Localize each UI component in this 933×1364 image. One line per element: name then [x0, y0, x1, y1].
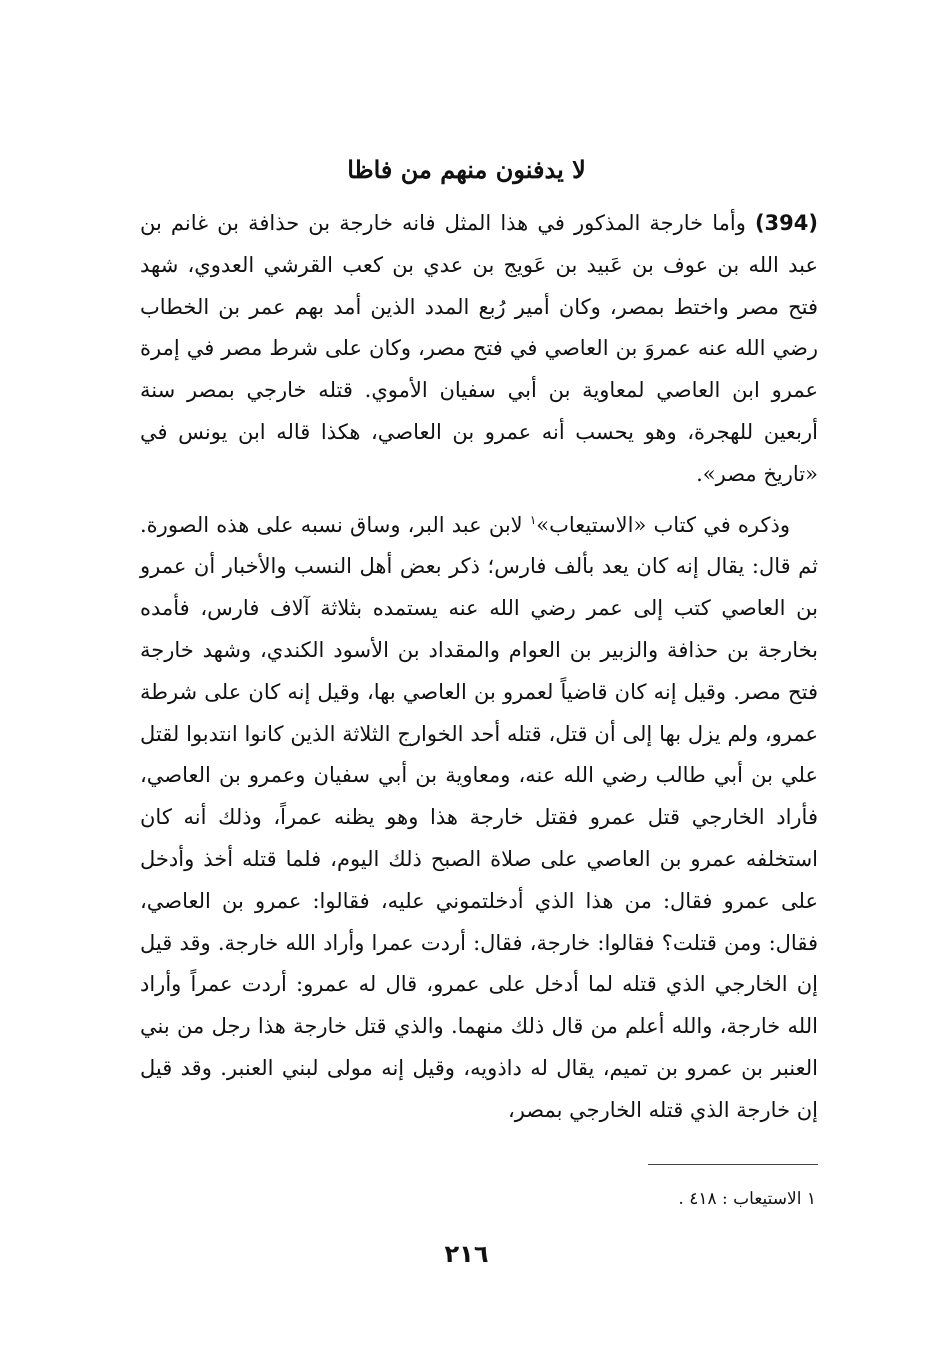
footnote: ١ الاستيعاب : ٤١٨ .: [678, 1189, 816, 1209]
paragraph-entry-394: [140, 203, 818, 496]
paragraph-2: [140, 505, 818, 1132]
paragraph-2b-text: لابن عبد البر، وساق نسبه على هذه الصورة. ثم قال: يقال إنه كان يعد بألف فارس؛ ذكر بعض أهل النسب والأخبار أن عمرو بن العاصي كتب إلى عمر رضي الله عنه يستمده بثلاثة آلاف فارس، فأمده بخارجة بن حذافة والزبير بن العوام والمقداد بن الأسود الكندي، وشهد خارجة فتح مصر. وقيل إنه كان قاضياً لعمرو بن العاصي بها، وقيل إنه كان على شرطة عمرو، ولم يزل بها إلى أن قتل، قتله أحد الخوارج الثلاثة الذين كانوا انتدبوا لقتل علي بن أبي طالب رضي الله عنه، ومعاوية بن أبي سفيان وعمرو بن العاصي، فأراد الخارجي قتل عمرو فقتل خارجة هذا وهو يظنه عمراً، وذلك أنه كان استخلفه عمرو بن العاصي على صلاة الصبح ذلك اليوم، فلما قتله أخذ وأدخل على عمرو فقال: من هذا الذي أدخلتموني عليه، فقالوا: عمرو بن العاصي، فقال: ومن قتلت؟ فقالوا: خارجة، فقال: أردت عمرا وأراد الله خارجة. وقد قيل إن الخارجي الذي قتله لما أدخل على عمرو، قال له عمرو: أردت عمراً وأراد الله خارجة، والله أعلم من قال ذلك منهما. والذي قتل خارجة هذا رجل من بني العنبر بن عمرو بن تميم، يقال له داذويه، وقيل إنه مولى لبني العنبر. وقد قيل إن خارجة الذي قتله الخارجي بمصر،: [140, 512, 818, 1122]
running-title: لا يدفنون منهم من فاظا: [347, 155, 586, 184]
page-number: ٢١٦: [444, 1240, 489, 1268]
paragraph-2a-text: وذكره في كتاب «الاستيعاب»: [536, 512, 790, 537]
footnote-divider: [648, 1164, 818, 1165]
main-text: [140, 203, 818, 1132]
paragraph-1-text: وأما خارجة المذكور في هذا المثل فانه خارجة بن حذافة بن غانم بن عبد الله بن عوف بن عَبيد بن عَويج بن عدي بن كعب القرشي العدوي، شهد فتح مصر واختط بمصر، وكان أمير رُبع المدد الذين أمد بهم عمر بن الخطاب رضي الله عنه عمروَ بن العاصي في فتح مصر، وكان على شرط مصر في إمرة عمرو ابن العاصي لمعاوية بن أبي سفيان الأموي. قتله خارجي بمصر سنة أربعين للهجرة، وهو يحسب أنه عمرو بن العاصي، هكذا قاله ابن يونس في «تاريخ مصر».: [140, 211, 818, 486]
footnote-reference[interactable]: ١: [529, 512, 537, 527]
entry-number: (394): [754, 211, 818, 235]
